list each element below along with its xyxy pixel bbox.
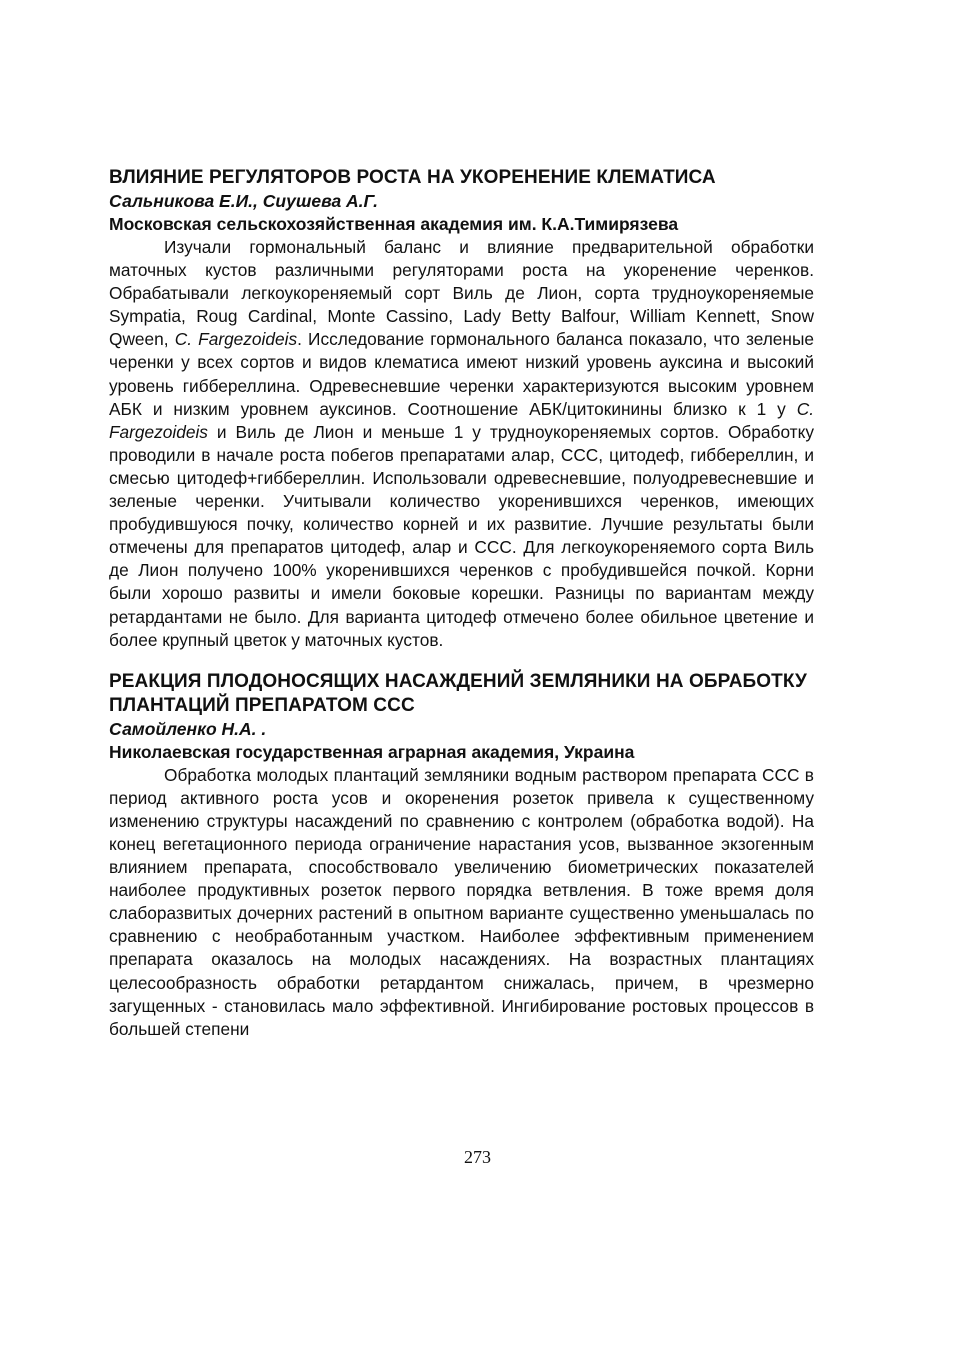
article-authors: Самойленко Н.А. . [109,718,267,739]
species-name: C. Fargezoideis [174,329,298,350]
article-title: РЕАКЦИЯ ПЛОДОНОСЯЩИХ НАСАЖДЕНИЙ ЗЕМЛЯНИКИ НА ОБРАБОТКУ ПЛАНТАЦИЙ ПРЕПАРАТОМ ССС [109,670,807,716]
body-text-part: и Виль де Лион и меньше 1 у трудноукореняемых сортов. Обработку проводили в начале роста побегов препаратами алар, ССС, цитодеф, гиббереллин, и смесью цитодеф+гиббереллин. Использовали одревесневшие, полуодревесневшие и зеленые черенки. Учитывали количество укоренившихся черенков, имеющих пробудившуюся почку, количество корней и их развитие. Лучшие результаты были отмечены для препаратов цитодеф, алар и ССС. Для легкоукореняемого сорта Виль де Лион получено 100% укоренившихся черенков с пробудившейся почкой. Корни были хорошо развиты и имели боковые корешки. Разницы по вариантам между ретардантами не было. Для варианта цитодеф отмечено более обильное цветение и более крупный цветок у маточных кустов. [109,421,814,650]
article-title: ВЛИЯНИЕ РЕГУЛЯТОРОВ РОСТА НА УКОРЕНЕНИЕ КЛЕМАТИСА [109,167,716,188]
species-name: C. Fargezoideis [109,398,814,442]
article-strawberry [109,670,814,1041]
article-body: Обработка молодых плантаций земляники водным раствором препарата ССС в период активного роста усов и окоренения розеток привела к существенному изменению структуры насаждений по сравнению с контролем (обработка водой). На конец вегетационного периода ограничение нарастания усов, вызванное экзогенным влиянием препарата, способствовало увеличению биометрических показателей наиболее продуктивных розеток первого порядка ветвления. В тоже время доля слаборазвитых дочерних растений в опытном варианте существенно уменьшалась по сравнению с необработанным участком. Наиболее эффективным применением препарата оказалось на молодых насаждениях. На возрастных плантациях целесообразность обработки ретардантом снижалась, причем, в чрезмерно загущенных - становилась мало эффективной. Ингибирование ростовых процессов в большей степени [109,764,814,1039]
body-text-part: . Исследование гормонального баланса показало, что зеленые черенки у всех сортов и видов клематиса имеют низкий уровень ауксина и высокий уровень гиббереллина. Одревесневшие черенки характеризуются высоким уровнем АБК и низким уровнем ауксинов. Соотношение АБК/цитокинины близко к 1 у [109,329,814,419]
article-affiliation: Николаевская государственная аграрная академия, Украина [109,741,635,762]
document-page [109,166,814,1041]
page-number: 273 [464,1147,491,1167]
article-body [109,236,814,652]
article-clematis [109,166,814,652]
article-authors: Сальникова Е.И., Сиушева А.Г. [109,191,379,211]
body-text-part: Изучали гормональный баланс и влияние предварительной обработки маточных кустов различными регуляторами роста на укоренение черенков. Обрабатывали легкоукореняемый сорт Виль де Лион, сорта трудноукореняемые Sympatia, Roug Cardinal, Monte Cassino, Lady Betty Balfour, William Kennett, Snow Qween, [109,237,814,350]
article-affiliation: Московская сельскохозяйственная академия им. К.А.Тимирязева [109,214,679,234]
